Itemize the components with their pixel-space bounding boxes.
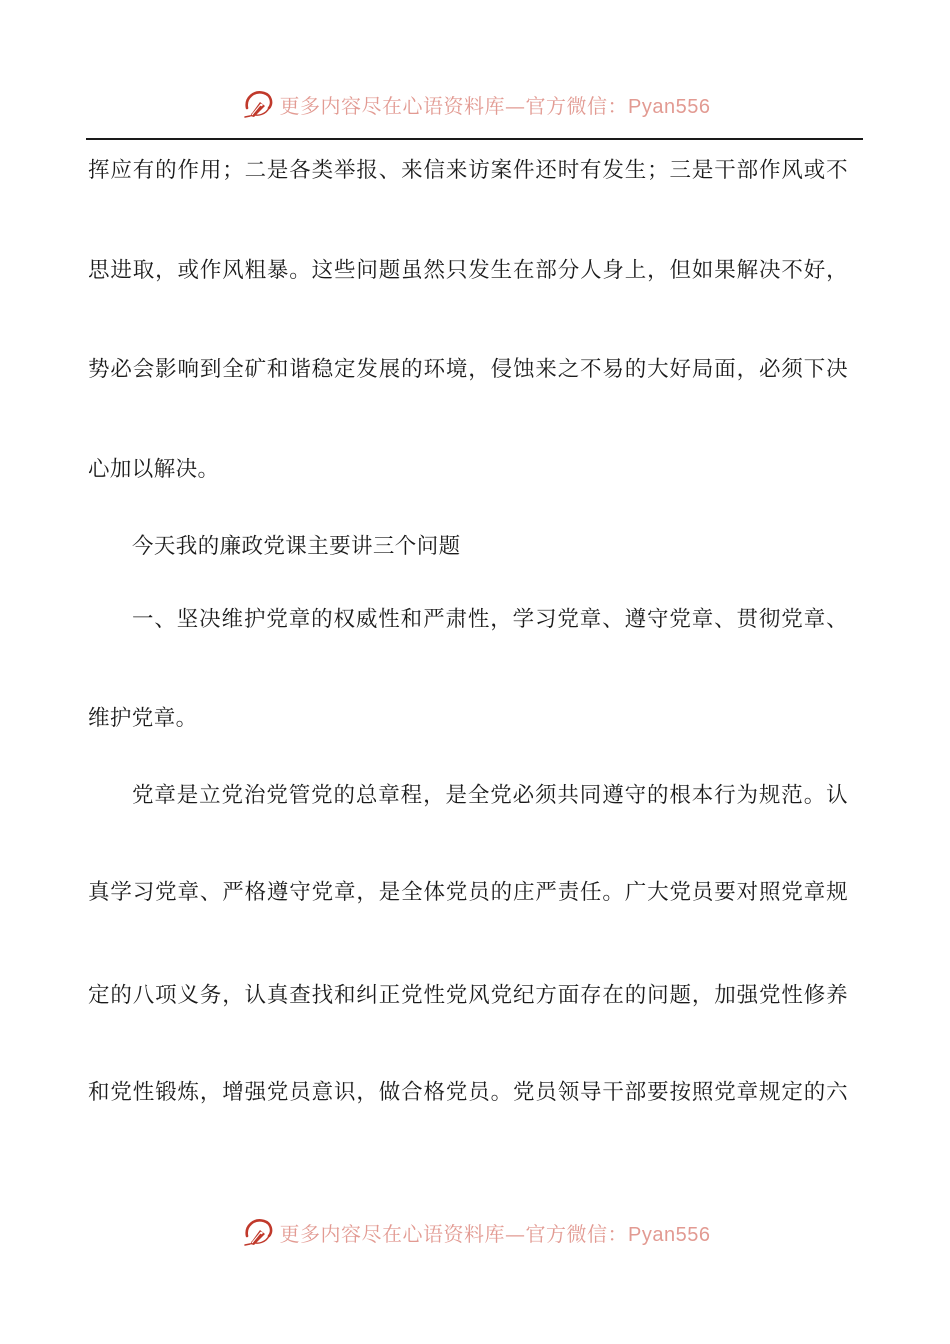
pen-nib-logo-icon <box>240 1214 276 1250</box>
footer-brand-text: 更多内容尽在心语资料库—官方微信： <box>279 1221 629 1246</box>
footer-wechat-id: Pyan556 <box>628 1223 711 1246</box>
body-line: 思进取，或作风粗暴。这些问题虽然只发生在部分人身上，但如果解决不好， <box>88 258 848 283</box>
body-line: 一、坚决维护党章的权威性和严肃性，学习党章、遵守党章、贯彻党章、 <box>132 607 848 632</box>
body-line: 心加以解决。 <box>88 457 220 482</box>
body-line: 真学习党章、严格遵守党章，是全体党员的庄严责任。广大党员要对照党章规 <box>88 880 848 905</box>
body-line: 挥应有的作用；二是各类举报、来信来访案件还时有发生；三是干部作风或不 <box>88 158 848 183</box>
body-line: 今天我的廉政党课主要讲三个问题 <box>132 534 461 559</box>
header-divider <box>86 138 863 140</box>
body-line: 和党性锻炼，增强党员意识，做合格党员。党员领导干部要按照党章规定的六 <box>88 1080 848 1105</box>
body-line: 维护党章。 <box>88 706 198 731</box>
header-brand-text: 更多内容尽在心语资料库—官方微信： <box>279 93 629 118</box>
body-line: 党章是立党治党管党的总章程，是全党必须共同遵守的根本行为规范。认 <box>132 783 848 808</box>
header-wechat-id: Pyan556 <box>628 95 711 118</box>
body-line: 势必会影响到全矿和谐稳定发展的环境，侵蚀来之不易的大好局面，必须下决 <box>88 357 848 382</box>
pen-nib-logo-icon <box>240 86 276 122</box>
footer-brand <box>240 1214 711 1250</box>
body-line: 定的八项义务，认真查找和纠正党性党风党纪方面存在的问题，加强党性修养 <box>88 983 848 1008</box>
page-footer <box>0 1212 950 1252</box>
header-brand <box>240 86 711 122</box>
page-header <box>0 84 950 124</box>
